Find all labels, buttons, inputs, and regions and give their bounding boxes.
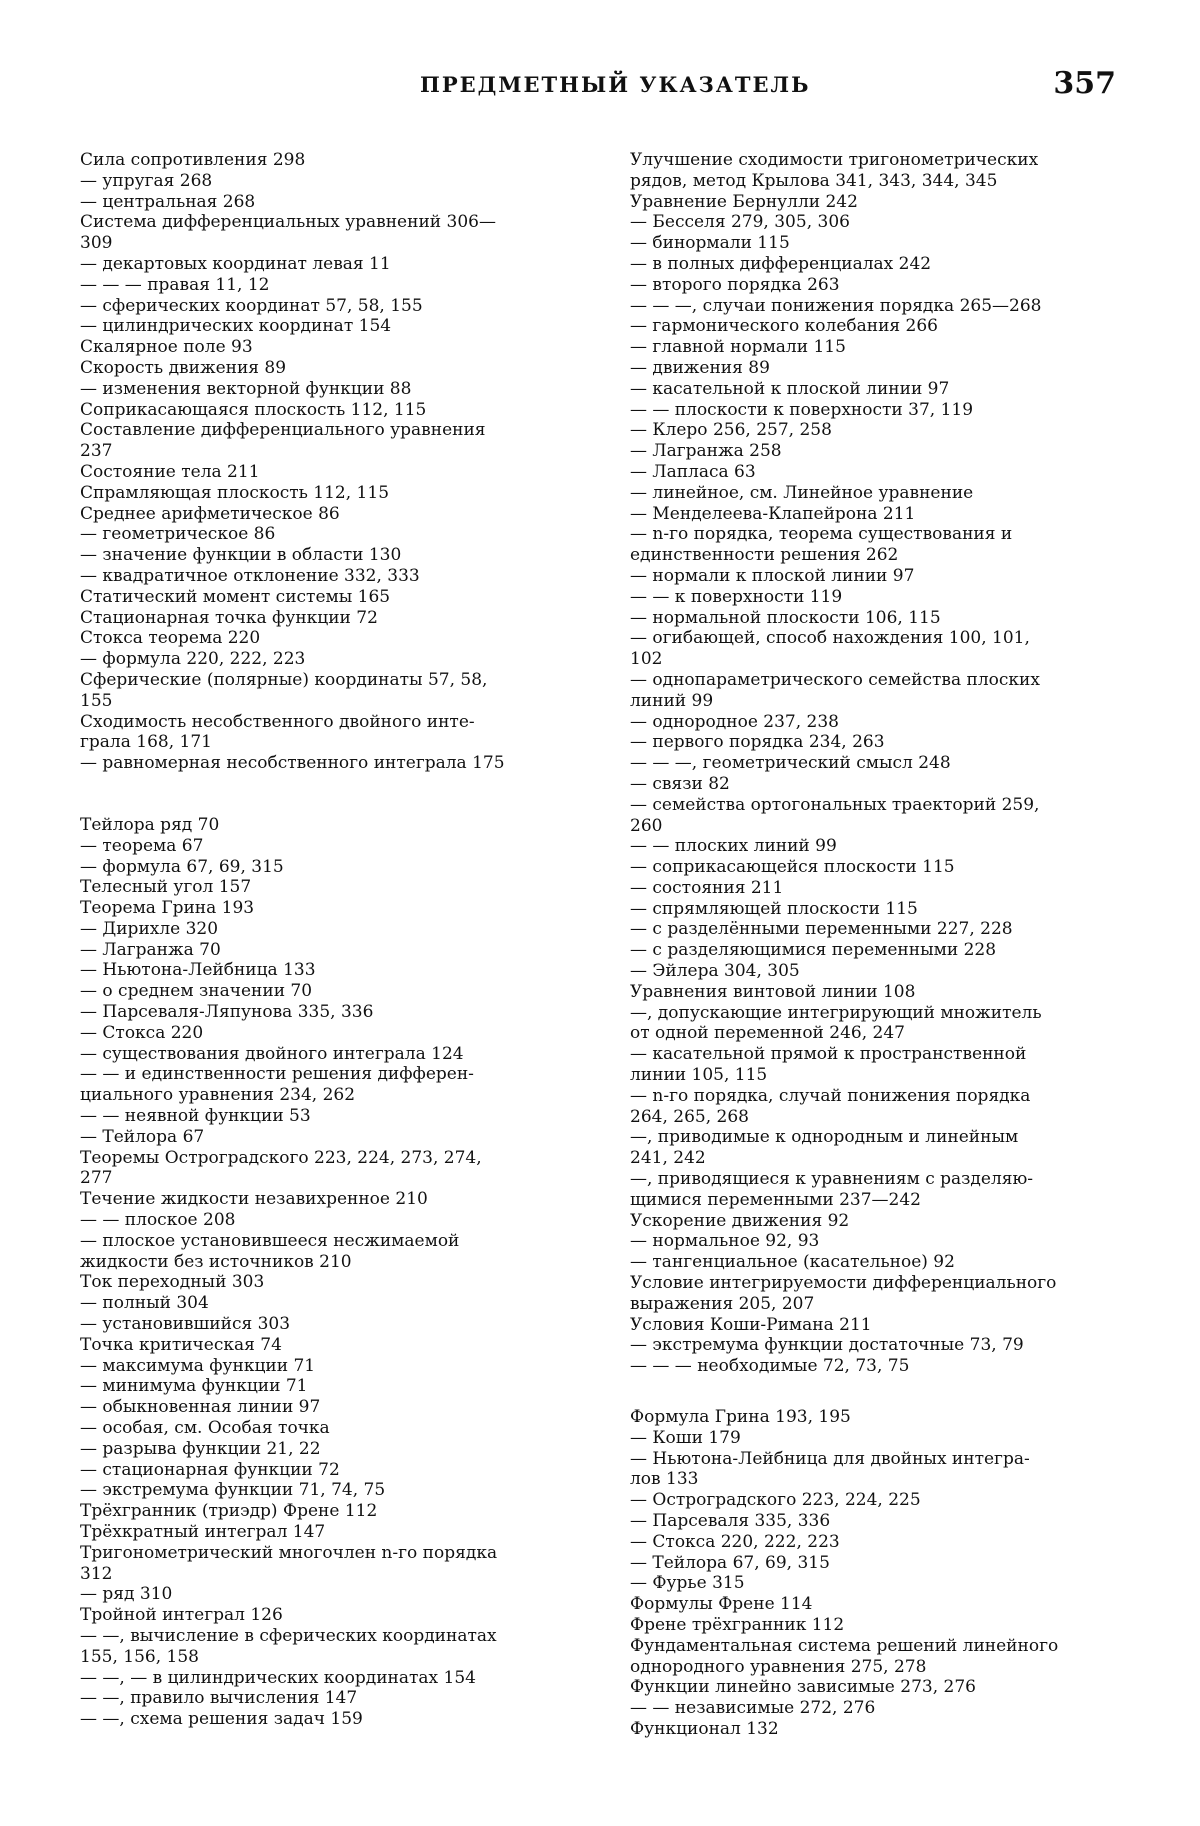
index-entry: — существования двойного интеграла 124 bbox=[80, 1043, 464, 1064]
index-entry: жидкости без источников 210 bbox=[80, 1251, 352, 1272]
index-entry: Стокса теорема 220 bbox=[80, 628, 261, 649]
index-entry: Соприкасающаяся плоскость 112, 115 bbox=[80, 399, 427, 420]
index-entry: — — —, случаи понижения порядка 265—268 bbox=[630, 295, 1042, 316]
section-gap bbox=[630, 1377, 1140, 1407]
index-entry: — с разделяющимися переменными 228 bbox=[630, 940, 997, 961]
index-entry: линий 99 bbox=[630, 690, 714, 711]
index-entry: 277 bbox=[80, 1168, 113, 1189]
index-entry: Ускорение движения 92 bbox=[630, 1210, 850, 1231]
index-entry: — Бесселя 279, 305, 306 bbox=[630, 212, 850, 233]
index-entry: однородного уравнения 275, 278 bbox=[630, 1656, 927, 1677]
index-entry: Сферические (полярные) координаты 57, 58, bbox=[80, 669, 488, 690]
index-entry: Точка критическая 74 bbox=[80, 1334, 282, 1355]
index-entry: — касательной к плоской линии 97 bbox=[630, 378, 950, 399]
index-entry: — плоское установившееся несжимаемой bbox=[80, 1230, 460, 1251]
page-number: 357 bbox=[1053, 66, 1116, 101]
index-entry: — — независимые 272, 276 bbox=[630, 1698, 876, 1719]
index-entry: — спрямляющей плоскости 115 bbox=[630, 898, 918, 919]
index-entry: Улучшение сходимости тригонометрических bbox=[630, 150, 1039, 170]
index-entry: Спрамляющая плоскость 112, 115 bbox=[80, 482, 390, 503]
index-entry: рядов, метод Крылова 341, 343, 344, 345 bbox=[630, 170, 998, 191]
index-entry: Теоремы Остроградского 223, 224, 273, 274, bbox=[80, 1147, 482, 1168]
index-entry: Скорость движения 89 bbox=[80, 357, 287, 378]
index-entry: — центральная 268 bbox=[80, 191, 256, 212]
index-entry: — тангенциальное (касательное) 92 bbox=[630, 1252, 955, 1273]
index-entry: — изменения векторной функции 88 bbox=[80, 378, 412, 399]
index-entry: — огибающей, способ нахождения 100, 101, bbox=[630, 628, 1030, 649]
index-entry: — стационарная функции 72 bbox=[80, 1459, 340, 1480]
index-entry: Условия Коши-Римана 211 bbox=[630, 1314, 872, 1335]
index-entry: Статический момент системы 165 bbox=[80, 586, 391, 607]
index-entry: Формула Грина 193, 195 bbox=[630, 1407, 851, 1428]
index-entry: — полный 304 bbox=[80, 1293, 209, 1314]
index-entry: — в полных дифференциалах 242 bbox=[630, 253, 932, 274]
index-entry: — —, схема решения задач 159 bbox=[80, 1709, 363, 1730]
index-column-right bbox=[630, 150, 1140, 1740]
index-entry: Тейлора ряд 70 bbox=[80, 814, 220, 835]
index-entry: Система дифференциальных уравнений 306— bbox=[80, 212, 496, 233]
index-entry: — нормали к плоской линии 97 bbox=[630, 565, 915, 586]
index-entry: — —, — в цилиндрических координатах 154 bbox=[80, 1667, 476, 1688]
index-entry: — — неявной функции 53 bbox=[80, 1106, 311, 1127]
index-entry: — Дирихле 320 bbox=[80, 918, 219, 939]
index-entry: — однородное 237, 238 bbox=[630, 711, 839, 732]
index-entry: — Ньютона-Лейбница 133 bbox=[80, 960, 316, 981]
index-entry: — — плоское 208 bbox=[80, 1210, 236, 1231]
index-entry: — особая, см. Особая точка bbox=[80, 1418, 330, 1439]
index-entry: 264, 265, 268 bbox=[630, 1106, 749, 1127]
index-entry: — — плоскости к поверхности 37, 119 bbox=[630, 399, 974, 420]
index-entry: Трёхкратный интеграл 147 bbox=[80, 1522, 326, 1542]
index-entry: — с разделёнными переменными 227, 228 bbox=[630, 919, 1013, 940]
index-entry: — гармонического колебания 266 bbox=[630, 316, 939, 337]
page-title: ПРЕДМЕТНЫЙ УКАЗАТЕЛЬ bbox=[420, 72, 811, 97]
index-entry: —, приводящиеся к уравнениям с разделяю- bbox=[630, 1169, 1034, 1190]
index-entry: 241, 242 bbox=[630, 1148, 706, 1169]
index-entry: —, допускающие интегрирующий множитель bbox=[630, 1002, 1042, 1023]
index-entry: — — к поверхности 119 bbox=[630, 586, 843, 607]
index-entry: — Стокса 220, 222, 223 bbox=[630, 1531, 840, 1552]
index-entry: Стационарная точка функции 72 bbox=[80, 607, 378, 628]
index-entry: — линейное, см. Линейное уравнение bbox=[630, 482, 974, 503]
index-entry: — Тейлора 67, 69, 315 bbox=[630, 1552, 830, 1573]
index-entry: Уравнения винтовой линии 108 bbox=[630, 981, 916, 1002]
index-entry: — минимума функции 71 bbox=[80, 1376, 308, 1397]
index-entry: — равномерная несобственного интеграла 175 bbox=[80, 753, 505, 774]
index-entry: единственности решения 262 bbox=[630, 545, 899, 566]
index-entry: —, приводимые к однородным и линейным bbox=[630, 1127, 1019, 1148]
index-entry: 155, 156, 158 bbox=[80, 1646, 199, 1667]
index-entry: — n-го порядка, случай понижения порядка bbox=[630, 1085, 1031, 1106]
index-entry: — семейства ортогональных траекторий 259, bbox=[630, 794, 1040, 815]
index-entry: — — —, геометрический смысл 248 bbox=[630, 753, 951, 774]
index-entry: — — — необходимые 72, 73, 75 bbox=[630, 1356, 910, 1377]
index-entry: — Ньютона-Лейбница для двойных интегра- bbox=[630, 1448, 1030, 1469]
index-entry: — формула 220, 222, 223 bbox=[80, 649, 306, 670]
index-entry: — разрыва функции 21, 22 bbox=[80, 1438, 321, 1459]
index-entry: — ряд 310 bbox=[80, 1584, 173, 1605]
index-entry: — состояния 211 bbox=[630, 877, 784, 898]
index-entry: 312 bbox=[80, 1563, 113, 1584]
index-entry: — второго порядка 263 bbox=[630, 274, 840, 295]
index-column-left bbox=[80, 150, 590, 1730]
index-entry: — экстремума функции достаточные 73, 79 bbox=[630, 1335, 1024, 1356]
index-entry: 102 bbox=[630, 649, 663, 670]
index-entry: — однопараметрического семейства плоских bbox=[630, 669, 1040, 690]
index-entry: — Менделеева-Клапейрона 211 bbox=[630, 503, 916, 524]
index-entry: — теорема 67 bbox=[80, 835, 204, 856]
index-entry: — нормальное 92, 93 bbox=[630, 1231, 820, 1252]
index-entry: Сходимость несобственного двойного инте- bbox=[80, 711, 475, 732]
index-entry: — Парсеваля-Ляпунова 335, 336 bbox=[80, 1002, 374, 1023]
index-entry: — —, правило вычисления 147 bbox=[80, 1688, 358, 1709]
index-entry: — формула 67, 69, 315 bbox=[80, 856, 284, 877]
index-entry: — Остроградского 223, 224, 225 bbox=[630, 1490, 921, 1511]
index-entry: Уравнение Бернулли 242 bbox=[630, 191, 858, 212]
index-entry: — Тейлора 67 bbox=[80, 1126, 205, 1147]
index-entry: — экстремума функции 71, 74, 75 bbox=[80, 1480, 386, 1501]
index-entry: — цилиндрических координат 154 bbox=[80, 316, 392, 337]
index-entry: линии 105, 115 bbox=[630, 1065, 768, 1086]
index-entry: — Лапласа 63 bbox=[630, 461, 756, 482]
index-entry: 237 bbox=[80, 441, 113, 462]
index-entry: 155 bbox=[80, 690, 113, 711]
index-entry: — квадратичное отклонение 332, 333 bbox=[80, 565, 420, 586]
index-entry: Френе трёхгранник 112 bbox=[630, 1614, 845, 1635]
index-entry: — нормальной плоскости 106, 115 bbox=[630, 607, 941, 628]
index-entry: Формулы Френе 114 bbox=[630, 1594, 813, 1615]
index-entry: — упругая 268 bbox=[80, 170, 213, 191]
index-entry: — Фурье 315 bbox=[630, 1573, 745, 1594]
index-entry: — Лагранжа 258 bbox=[630, 441, 782, 462]
index-entry: — Парсеваля 335, 336 bbox=[630, 1511, 831, 1531]
index-entry: — Лагранжа 70 bbox=[80, 939, 221, 960]
index-entry: — максимума функции 71 bbox=[80, 1355, 316, 1376]
index-entry: Составление дифференциального уравнения bbox=[80, 420, 486, 441]
index-entry: Тройной интеграл 126 bbox=[80, 1605, 283, 1626]
index-entry: — касательной прямой к пространственной bbox=[630, 1044, 1027, 1065]
index-entry: Тригонометрический многочлен n-го порядка bbox=[80, 1542, 498, 1563]
index-entry: — первого порядка 234, 263 bbox=[630, 732, 885, 753]
index-entry: — Коши 179 bbox=[630, 1427, 741, 1448]
index-entry: Течение жидкости незавихренное 210 bbox=[80, 1189, 428, 1210]
index-entry: Теорема Грина 193 bbox=[80, 898, 255, 919]
index-entry: щимися переменными 237—242 bbox=[630, 1189, 922, 1210]
index-entry: — Стокса 220 bbox=[80, 1022, 204, 1043]
index-entry: Скалярное поле 93 bbox=[80, 337, 253, 358]
index-entry: 309 bbox=[80, 233, 113, 254]
index-entry: — движения 89 bbox=[630, 357, 770, 378]
index-entry: лов 133 bbox=[630, 1469, 699, 1490]
index-entry: — главной нормали 115 bbox=[630, 337, 846, 358]
index-entry: — декартовых координат левая 11 bbox=[80, 253, 391, 274]
index-entry: 260 bbox=[630, 815, 663, 836]
index-entry: — обыкновенная линии 97 bbox=[80, 1397, 321, 1418]
index-entry: — бинормали 115 bbox=[630, 233, 790, 254]
index-entry: — — и единственности решения дифферен- bbox=[80, 1064, 474, 1085]
index-entry: — значение функции в области 130 bbox=[80, 545, 402, 566]
index-entry: — геометрическое 86 bbox=[80, 524, 276, 545]
index-entry: — —, вычисление в сферических координатах bbox=[80, 1625, 497, 1646]
index-entry: — — — правая 11, 12 bbox=[80, 274, 270, 295]
index-entry: Сила сопротивления 298 bbox=[80, 150, 306, 170]
index-entry: Фундаментальная система решений линейного bbox=[630, 1635, 1059, 1656]
index-entry: — n-го порядка, теорема существования и bbox=[630, 524, 1013, 545]
index-entry: — соприкасающейся плоскости 115 bbox=[630, 857, 955, 878]
index-entry: — связи 82 bbox=[630, 773, 730, 794]
index-entry: Ток переходный 303 bbox=[80, 1272, 265, 1293]
index-entry: Условие интегрируемости дифференциального bbox=[630, 1273, 1057, 1294]
index-entry: — сферических координат 57, 58, 155 bbox=[80, 295, 423, 316]
index-entry: — — плоских линий 99 bbox=[630, 836, 837, 857]
page-header bbox=[0, 66, 1200, 112]
index-entry: от одной переменной 246, 247 bbox=[630, 1023, 905, 1044]
index-entry: Состояние тела 211 bbox=[80, 461, 260, 482]
section-gap bbox=[80, 774, 590, 815]
index-entry: — о среднем значении 70 bbox=[80, 981, 313, 1002]
index-entry: грала 168, 171 bbox=[80, 732, 212, 753]
index-entry: Функции линейно зависимые 273, 276 bbox=[630, 1677, 976, 1698]
index-entry: Трёхгранник (триэдр) Френе 112 bbox=[80, 1501, 378, 1522]
index-entry: циального уравнения 234, 262 bbox=[80, 1085, 356, 1106]
index-entry: Среднее арифметическое 86 bbox=[80, 503, 340, 524]
index-entry: Телесный угол 157 bbox=[80, 877, 252, 898]
index-entry: — установившийся 303 bbox=[80, 1314, 291, 1335]
index-entry: — Эйлера 304, 305 bbox=[630, 961, 800, 982]
index-entry: выражения 205, 207 bbox=[630, 1293, 815, 1314]
index-entry: — Клеро 256, 257, 258 bbox=[630, 420, 832, 441]
index-entry: Функционал 132 bbox=[630, 1718, 779, 1739]
